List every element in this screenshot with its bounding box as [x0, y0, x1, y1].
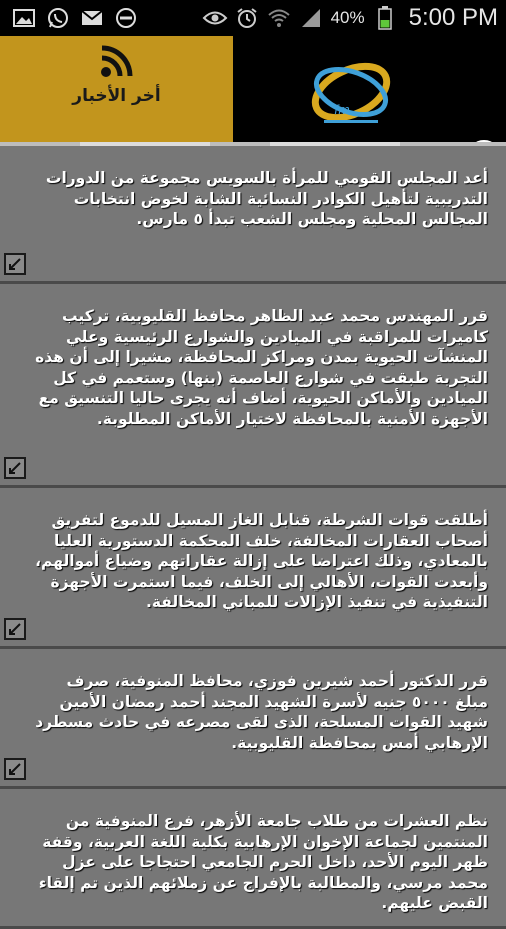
news-item[interactable]: [0, 146, 506, 284]
wifi-icon: [267, 7, 291, 29]
signal-icon: [299, 7, 323, 29]
app-logo: [296, 54, 406, 134]
news-item-text: أعد المجلس القومي للمرأة بالسويس مجموعة من الدورات التدريبية لتأهيل الكوادر النسائية الشابة لخوض انتخابات المجالس المحلية ومجلس الشعب تبدأ ٥ مارس.: [45, 169, 488, 228]
news-item[interactable]: [0, 649, 506, 789]
clock: 5:00 PM: [408, 4, 498, 31]
news-item[interactable]: [0, 284, 506, 488]
news-item-text: قرر المهندس محمد عبد الظاهر محافظ القليوبية، تركيب كاميرات للمراقبة في الميادين والشوارع الرئيسية وعلي المنشآت الحيوية بمدن ومراكز المحافظة، مشيرا إلى أن هذه التجربة طبقت في شوارع العاصمة (بنها) وستعمم في كل الميادين والأماكن الحيوية، أضاف أنه يجرى حاليا التنسيق مع الأجهزة الأمنية بالمحافظة لاختيار الأماكن المطلوبة.: [35, 307, 488, 428]
news-item[interactable]: [0, 789, 506, 929]
status-bar: [0, 0, 506, 36]
logo-text: fm: [334, 103, 350, 117]
expand-icon[interactable]: [4, 618, 26, 640]
battery-icon: [373, 7, 397, 29]
news-item-text: نظم العشرات من طلاب جامعة الأزهر، فرع المنوفية من المنتمين لجماعة الإخوان الإرهابية بكلية اللغة العربية، وقفة ظهر اليوم الأحد، داخل الحرم الجامعي احتجاجا على عزل محمد مرسي، والمطالبة بالإفراج عن زملائهم الذين تم إلقاء القبض عليهم.: [38, 812, 488, 912]
whatsapp-icon: [46, 7, 70, 29]
news-list[interactable]: [0, 146, 506, 912]
blocked-icon: [114, 7, 138, 29]
expand-icon[interactable]: [4, 253, 26, 275]
alarm-icon: [235, 7, 259, 29]
latest-news-label: أخر الأخبار: [72, 86, 161, 106]
image-icon: [12, 7, 36, 29]
news-item[interactable]: [0, 488, 506, 649]
battery-percent: 40%: [330, 8, 365, 27]
news-item-text: أطلقت قوات الشرطة، قنابل الغاز المسيل للدموع لتفريق أصحاب العقارات المخالفة، خلف المحكمة الدستورية العليا بالمعادي، وذلك اعتراضا على إزالة عقاراتهم وضياع أموالهم، وأبعدت القوات، الأهالي إلى الخلف، فيما استمرت الأجهزة التنفيذية في تنفيذ الإزالات للمباني المخالفة.: [35, 511, 488, 611]
news-item-text: قرر الدكتور أحمد شيرين فوزي، محافظ المنوفية، صرف مبلغ ٥٠٠٠ جنيه لأسرة الشهيد المجند أحمد رمضان الأمين شهيد القوات المسلحة، الذى لقى مصرعه في حادث مسطرد الإرهابي أمس بمحافظة القليوبية.: [35, 672, 488, 752]
expand-icon[interactable]: [4, 457, 26, 479]
expand-icon[interactable]: [4, 758, 26, 780]
app-header: [0, 36, 506, 142]
eye-icon: [203, 7, 227, 29]
email-icon: [80, 7, 104, 29]
latest-news-tab[interactable]: [0, 36, 233, 142]
rss-icon: [100, 46, 134, 82]
